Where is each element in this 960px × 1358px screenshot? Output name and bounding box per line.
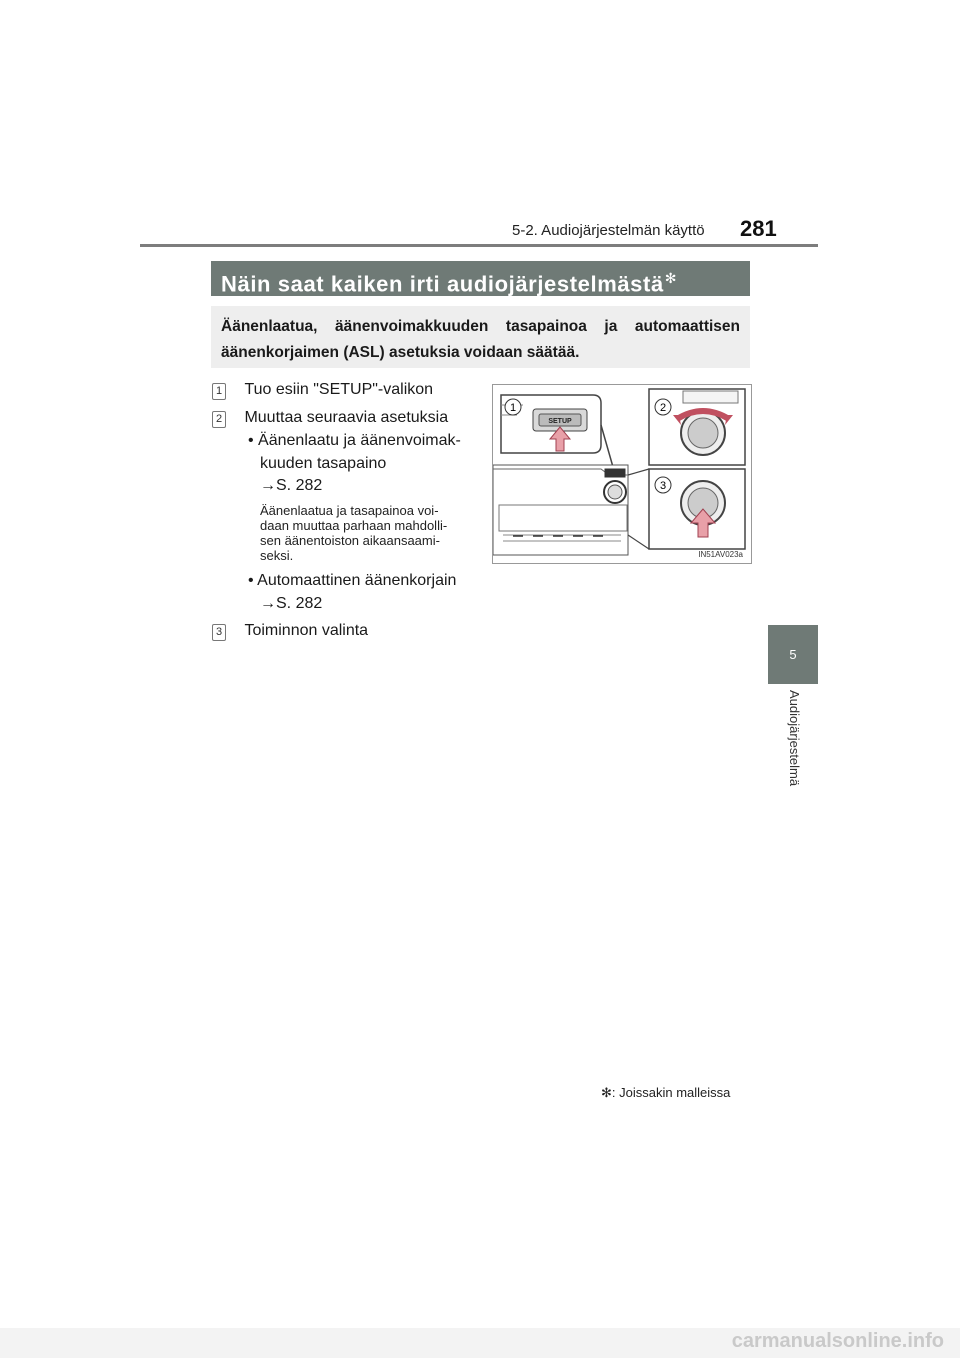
asterisk-icon: ✻ bbox=[601, 1085, 612, 1100]
note-line: seksi. bbox=[260, 548, 294, 563]
callout-2: 2 bbox=[659, 402, 667, 414]
chapter-tab: 5 bbox=[768, 625, 818, 684]
step-number-badge: 2 bbox=[212, 411, 226, 428]
cross-reference: →S. 282 bbox=[260, 477, 323, 494]
intro-text: Äänenlaatua, äänenvoimakkuuden tasapainoa ja automaattisen äänenkorjaimen (ASL) asetuksia voidaan säätää. bbox=[211, 306, 750, 368]
setup-button-label: SETUP bbox=[548, 418, 572, 425]
step-number-badge: 3 bbox=[212, 624, 226, 641]
list-item bbox=[212, 381, 433, 400]
audio-panel-illustration bbox=[492, 384, 752, 564]
footnote bbox=[601, 1085, 730, 1101]
illustration-code: IN51AV023a bbox=[698, 550, 743, 559]
bullet-line: kuuden tasapaino bbox=[260, 455, 387, 472]
chapter-tab-label: Audiojärjestelmä bbox=[787, 690, 802, 787]
step-number-badge: 1 bbox=[212, 383, 226, 400]
page-number: 281 bbox=[740, 216, 777, 241]
section-title-text: Näin saat kaiken irti audiojärjestelmästä bbox=[221, 271, 664, 297]
callout-1: 1 bbox=[509, 402, 517, 414]
list-item bbox=[212, 409, 448, 428]
asterisk-icon: ✻ bbox=[664, 270, 678, 286]
bullet-line: • Äänenlaatu ja äänenvoimak- bbox=[248, 432, 461, 449]
section-header: 5-2. Audiojärjestelmän käyttö bbox=[512, 222, 705, 239]
watermark-text: carmanualsonline.info bbox=[731, 1330, 944, 1352]
bullet-line: • Automaattinen äänenkorjain bbox=[248, 572, 457, 589]
section-title bbox=[211, 261, 750, 296]
note-line: Äänenlaatua ja tasapainoa voi- bbox=[260, 503, 439, 518]
note-line: daan muuttaa parhaan mahdolli- bbox=[260, 518, 448, 533]
list-item bbox=[212, 622, 368, 641]
footnote-text: : Joissakin malleissa bbox=[611, 1085, 731, 1100]
list-item-text: Toiminnon valinta bbox=[244, 622, 369, 639]
callout-3: 3 bbox=[659, 480, 667, 492]
list-item-text: Muuttaa seuraavia asetuksia bbox=[244, 409, 449, 426]
audio-panel-drawing bbox=[493, 385, 751, 563]
chapter-tab-label-wrap bbox=[786, 690, 802, 810]
watermark-bar bbox=[0, 1328, 960, 1358]
note-line: sen äänentoiston aikaansaami- bbox=[260, 533, 440, 548]
header-divider bbox=[140, 244, 818, 247]
list-item-text: Tuo esiin "SETUP"-valikon bbox=[244, 381, 434, 398]
cross-reference: →S. 282 bbox=[260, 595, 323, 612]
